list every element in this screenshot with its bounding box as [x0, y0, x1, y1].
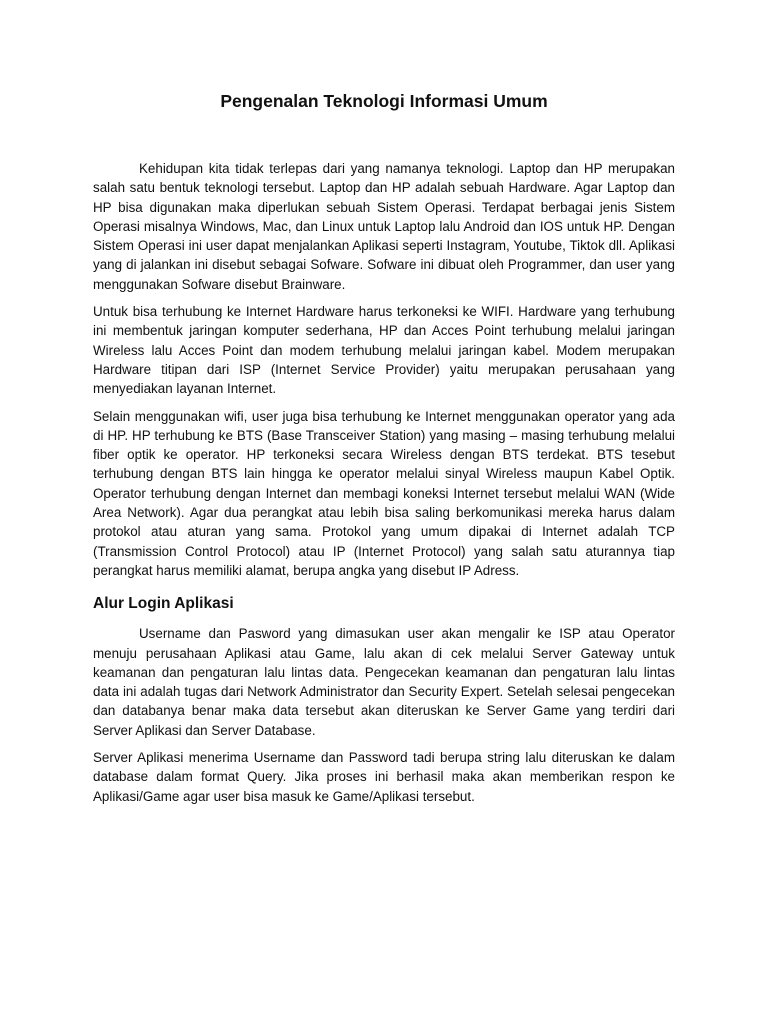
paragraph-intro: Kehidupan kita tidak terlepas dari yang namanya teknologi. Laptop dan HP merupakan salah satu bentuk teknologi tersebut. Laptop dan HP adalah sebuah Hardware. Agar Laptop dan HP bisa digunakan maka diperlukan sebuah Sistem Operasi. Terdapat berbagai jenis Sistem Operasi misalnya Windows, Mac, dan Linux untuk Laptop lalu Android dan IOS untuk HP. Dengan Sistem Operasi ini user dapat menjalankan Aplikasi seperti Instagram, Youtube, Tiktok dll. Aplikasi yang di jalankan ini disebut sebagai Sofware. Sofware ini dibuat oleh Programmer, dan user yang menggunakan Sofware disebut Brainware.	[93, 161, 675, 292]
page-title: Pengenalan Teknologi Informasi Umum	[220, 91, 548, 111]
paragraph-wifi: Untuk bisa terhubung ke Internet Hardware harus terkoneksi ke WIFI. Hardware yang terhubung ini membentuk jaringan komputer sederhana, HP dan Acces Point terhubung melalui jaringan Wireless lalu Acces Point dan modem terhubung melalui jaringan kabel. Modem merupakan Hardware titipan dari ISP (Internet Service Provider) yaitu merupakan perusahaan yang menyediakan layanan Internet.	[93, 304, 675, 397]
section-heading-login: Alur Login Aplikasi	[93, 595, 234, 613]
paragraph-server: Server Aplikasi menerima Username dan Password tadi berupa string lalu diteruskan ke dalam database dalam format Query. Jika proses ini berhasil maka akan memberikan respon ke Aplikasi/Game agar user bisa masuk ke Game/Aplikasi tersebut.	[93, 750, 675, 804]
paragraph-operator: Selain menggunakan wifi, user juga bisa terhubung ke Internet menggunakan operator yang ada di HP. HP terhubung ke BTS (Base Transceiver Station) yang masing – masing terhubung melalui fiber optik ke operator. HP terkoneksi secara Wireless dengan BTS terdekat. BTS tesebut terhubung dengan BTS lain hingga ke operator melalui sinyal Wireless maupun Kabel Optik. Operator terhubung dengan Internet dan membagi koneksi Internet tersebut melalui WAN (Wide Area Network). Agar dua perangkat atau lebih bisa saling berkomunikasi mereka harus dalam protokol atau aturan yang sama. Protokol yang umum dipakai di Internet adalah TCP (Transmission Control Protocol) atau IP (Internet Protocol) yang salah satu aturannya tiap perangkat harus memiliki alamat, berupa angka yang disebut IP Adress.	[93, 408, 675, 578]
paragraph-login-flow: Username dan Pasword yang dimasukan user akan mengalir ke ISP atau Operator menuju perusahaan Aplikasi atau Game, lalu akan di cek melalui Server Gateway untuk keamanan dan pengaturan lalu lintas data. Pengecekan keamanan dan pengaturan lalu lintas data ini adalah tugas dari Network Administrator dan Security Expert. Setelah selesai pengecekan dan databanya benar maka data tersebut akan diteruskan ke Server Game yang terdiri dari Server Aplikasi dan Server Database.	[93, 626, 675, 738]
